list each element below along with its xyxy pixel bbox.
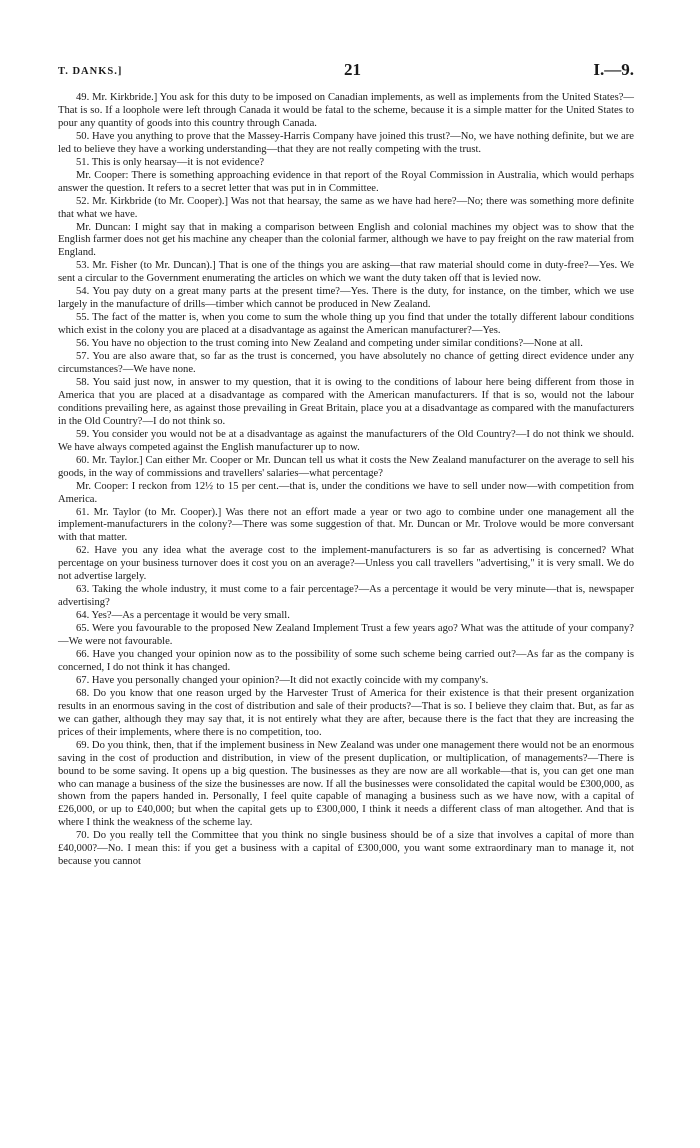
paragraph: 58. You said just now, in answer to my question, that it is owing to the conditions of labour here being different from those in America that you are placed at a disadvantage as compared with the American manufacturers. If that is so, would not the labour conditions prevailing here, as against those prevailing in Great Britain, place you at a disadvantage as compared with the manufacturers in the Old Country?—I do not think so.	[58, 376, 634, 427]
header-witness-name: T. DANKS.]	[58, 66, 123, 77]
document-page	[58, 60, 634, 869]
paragraph: 68. Do you know that one reason urged by the Harvester Trust of America for their existence is that their present organization results in an enormous saving in the cost of distribution and sale of their products?—That is so. I believe they claim that. But, as far as we can gather, although they may say that, it is not entirely what they are after, because there is the fact that they are increasing the prices of their implements, where there is no competition, too.	[58, 687, 634, 738]
paragraph: 51. This is only hearsay—it is not evidence?	[76, 156, 265, 168]
paragraph: 70. Do you really tell the Committee that you think no single business should be of a size that involves a capital of more than £40,000?—No. I mean this: if you get a business with a capital of £300,000, you want some extraordinary man to manage it, not because you cannot	[58, 830, 634, 868]
paragraph: Mr. Cooper: I reckon from 12½ to 15 per cent.—that is, under the conditions we have to sell under now—with competition from America.	[58, 480, 634, 505]
paragraph: 56. You have no objection to the trust coming into New Zealand and competing under similar conditions?—None at all.	[76, 338, 583, 350]
paragraph: 60. Mr. Taylor.] Can either Mr. Cooper or Mr. Duncan tell us what it costs the New Zealand manufacturer on the average to sell his goods, in the way of commissions and travellers' salaries—what percentage?	[58, 454, 634, 479]
paragraph: Mr. Duncan: I might say that in making a comparison between English and colonial machines my object was to show that the English farmer does not get his machine any cheaper than the colonial farmer, although we have to pay freight on the raw material from England.	[58, 221, 634, 259]
paragraph: 53. Mr. Fisher (to Mr. Duncan).] That is one of the things you are asking—that raw material should come in duty-free?—Yes. We sent a circular to the Government enumerating the articles on which we want the duty taken off that is levied now.	[58, 260, 634, 285]
paragraph: 52. Mr. Kirkbride (to Mr. Cooper).] Was not that hearsay, the same as we have had here?—No; there was something more definite that what we have.	[58, 195, 634, 220]
paragraph: 62. Have you any idea what the average cost to the implement-manufacturers is so far as advertising is concerned? What percentage on your business turnover does it cost you on an average?—Unless you call travellers "advertising," it is very small. We do not advertise largely.	[58, 545, 634, 583]
paragraph: Mr. Cooper: There is something approaching evidence in that report of the Royal Commission in Australia, which would perhaps answer the question. It refers to a secret letter that was put in in Committee.	[58, 169, 634, 194]
paragraph: 63. Taking the whole industry, it must come to a fair percentage?—As a percentage it would be very minute—that is, newspaper advertising?	[58, 584, 634, 609]
paragraph: 65. Were you favourable to the proposed New Zealand Implement Trust a few years ago? What was the attitude of your company?—We were not favourable.	[58, 623, 634, 648]
page-header	[58, 60, 634, 84]
paragraph: 67. Have you personally changed your opinion?—It did not exactly coincide with my company's.	[76, 674, 489, 686]
paragraph: 61. Mr. Taylor (to Mr. Cooper).] Was there not an effort made a year or two ago to combine under one management all the implement-manufacturers in the colony?—There was some suggestion of that. Mr. Duncan or Mr. Trolove would be more conversant with that matter.	[58, 506, 634, 544]
paragraph: 54. You pay duty on a great many parts at the present time?—Yes. There is the duty, for instance, on the timber, which we use largely in the manufacture of drills—timber which cannot be produced in New Zealand.	[58, 286, 634, 311]
paragraph: 57. You are also aware that, so far as the trust is concerned, you have absolutely no chance of getting direct evidence under any circumstances?—We have none.	[58, 351, 634, 376]
paragraph: 50. Have you anything to prove that the Massey-Harris Company have joined this trust?—No, we have nothing definite, but we are led to believe they have a working understanding—that they are not really competing with the trust.	[58, 130, 634, 155]
paragraph: 66. Have you changed your opinion now as to the possibility of some such scheme being carried out?—As far as the company is concerned, I do not think it has changed.	[58, 648, 634, 673]
paragraph: 55. The fact of the matter is, when you come to sum the whole thing up you find that under the totally different labour conditions which exist in the colony you are placed at a disadvantage as against the American manufacturer?—Yes.	[58, 312, 634, 337]
paragraph: 64. Yes?—As a percentage it would be very small.	[76, 610, 290, 622]
document-reference: I.—9.	[593, 60, 634, 79]
paragraph: 69. Do you think, then, that if the implement business in New Zealand was under one management there would not be an enormous saving in the cost of production and distribution, in view of the present duplication, or multiplication, of managements?—There is bound to be some saving. It opens up a big question. The businesses as they are now are all workable—that is, you can get one man who can manage a business of the size the businesses are now. If all the businesses were consolidated the capital would be £300,000, as shown from the papers handed in. Personally, I feel quite capable of managing a business such as we have now, with a capital of £26,000, or up to £40,000; but when the capital gets up to £300,000, I think it needs a different class of man altogether. And that is where I think the weakness of the scheme lay.	[58, 739, 634, 829]
page-number: 21	[344, 60, 361, 79]
paragraph: 49. Mr. Kirkbride.] You ask for this duty to be imposed on Canadian implements, as well as implements from the United States?—That is so. If a loophole were left through Canada it would be fatal to the scheme, because it is a simple matter for the United States to pour any quantity of goods into this country through Canada.	[58, 92, 634, 129]
paragraph: 59. You consider you would not be at a disadvantage as against the manufacturers of the Old Country?—I do not think we should. We have always competed against the English manufacturer up to now.	[58, 428, 634, 453]
page-body	[58, 92, 634, 869]
